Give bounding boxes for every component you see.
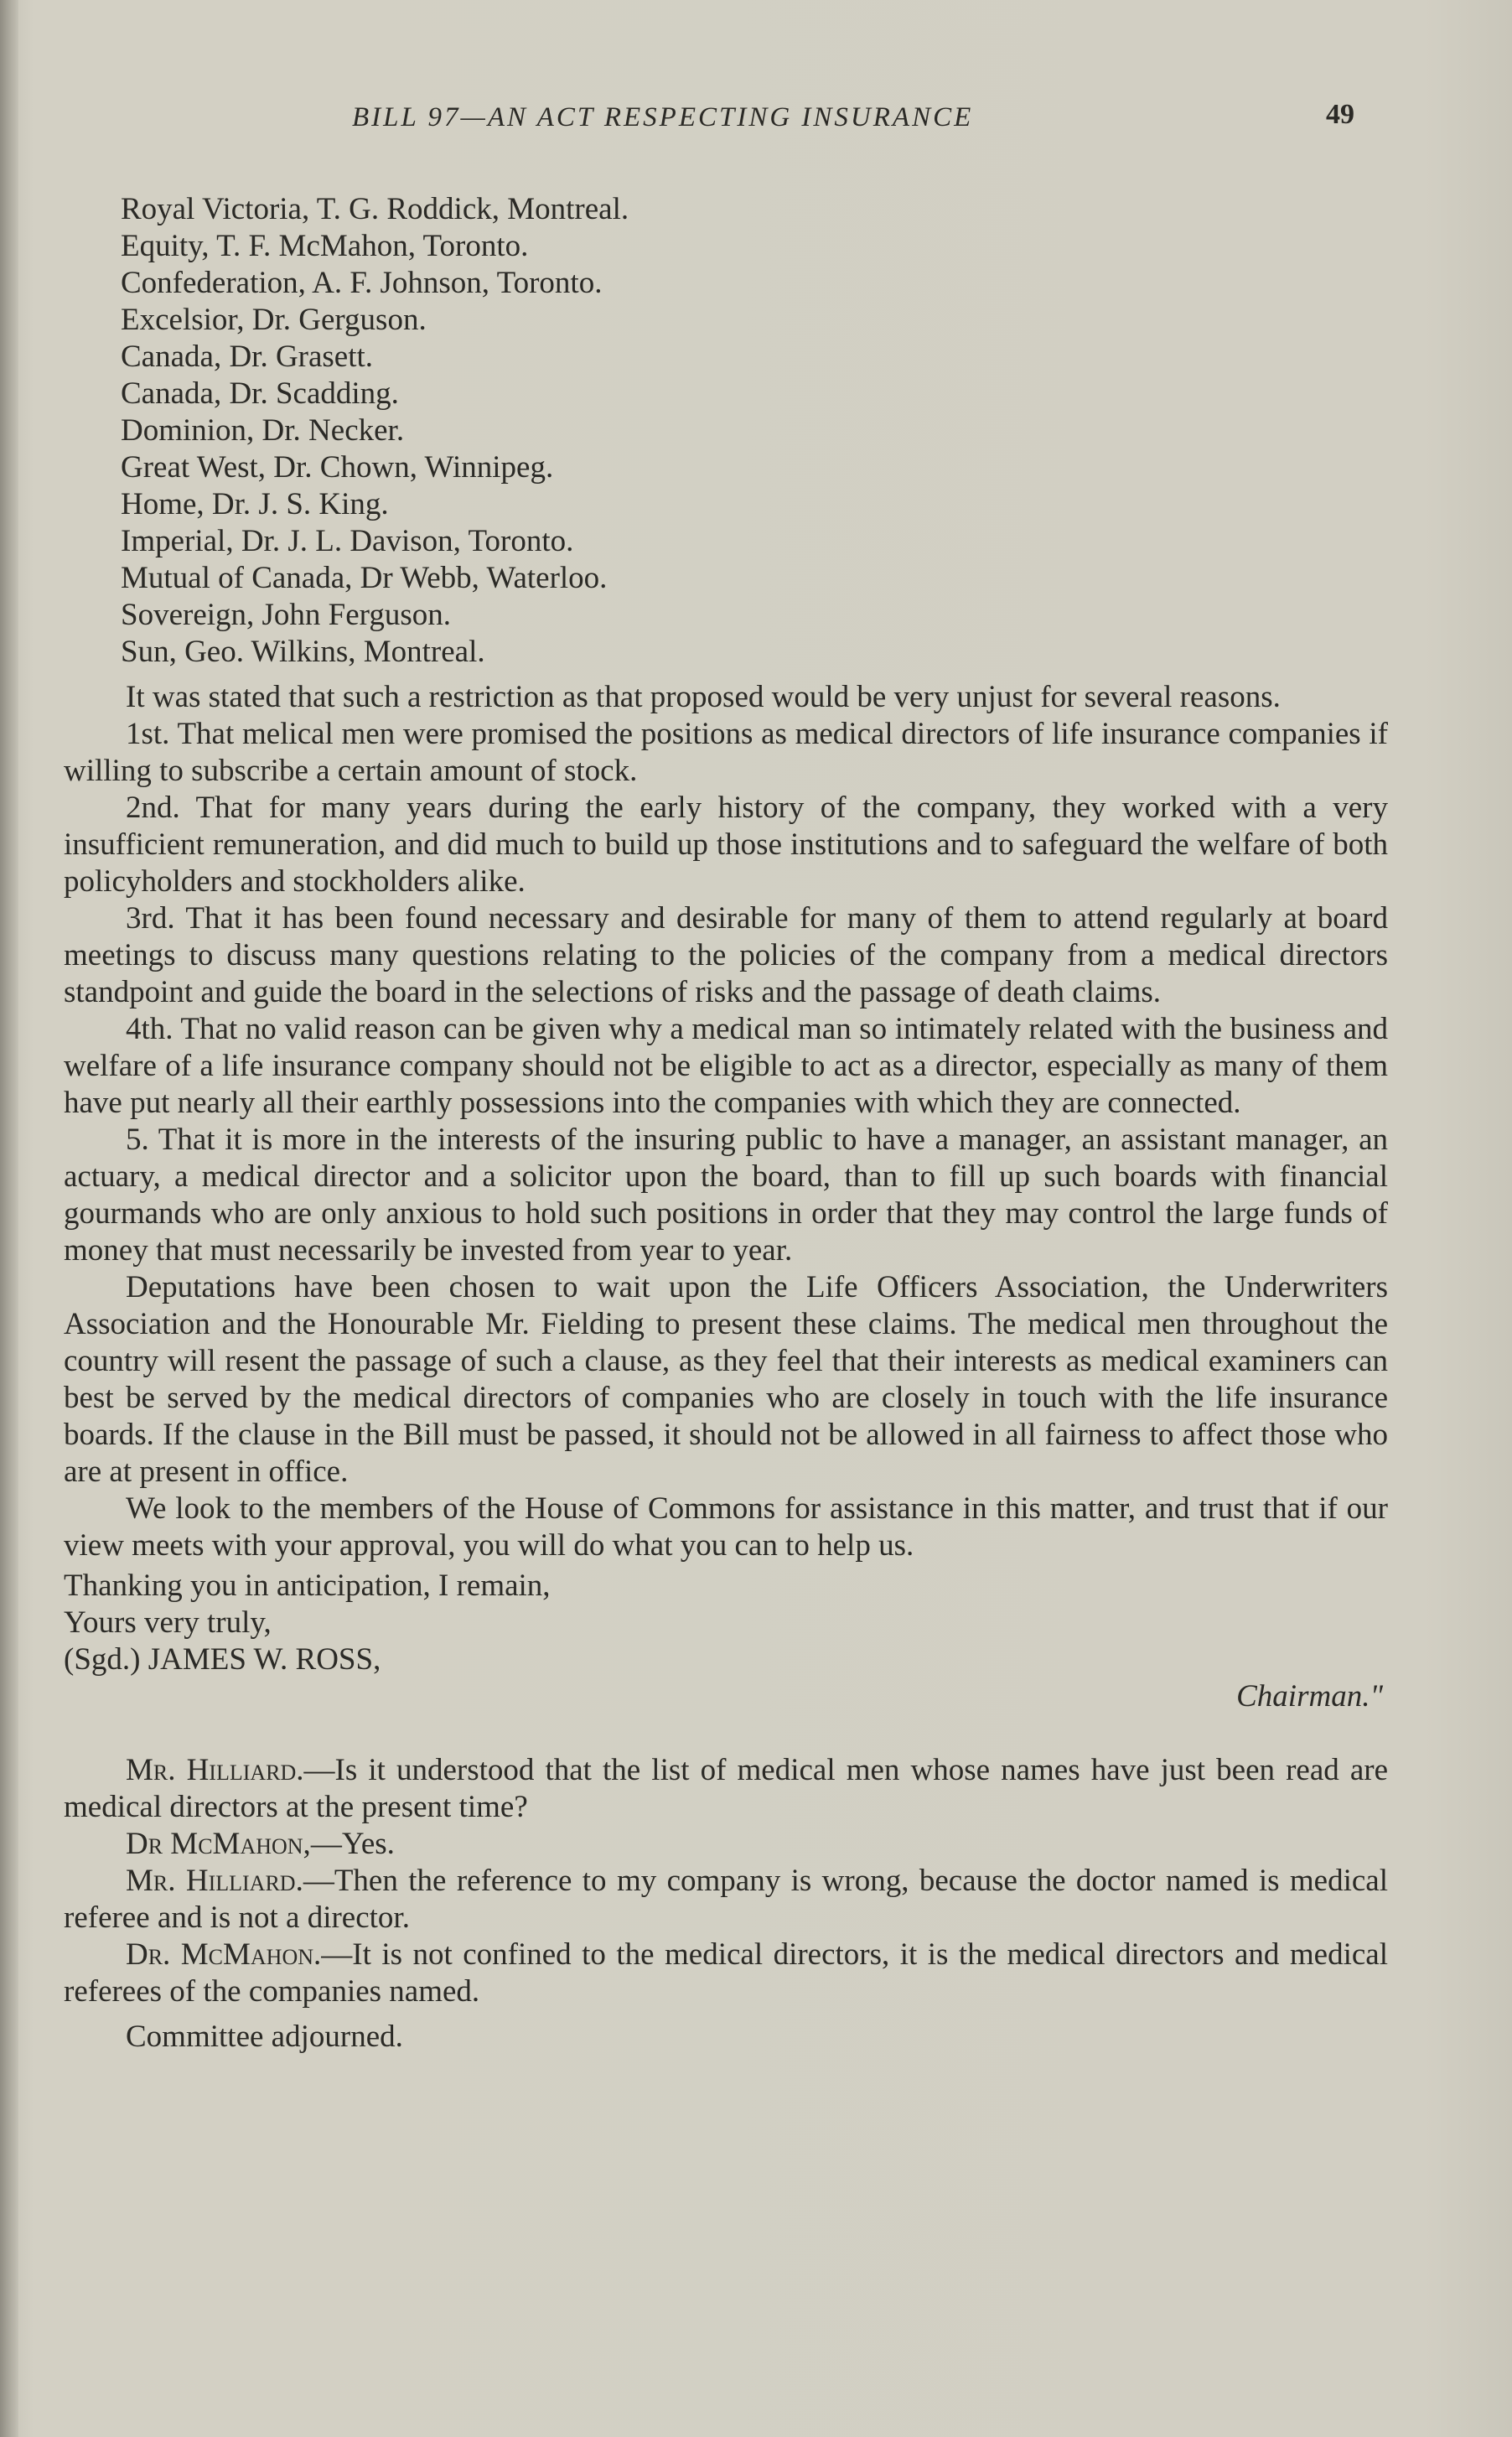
list-item: Mutual of Canada, Dr Webb, Waterloo. — [121, 561, 608, 595]
list-item: Sun, Geo. Wilkins, Montreal. — [121, 635, 485, 669]
list-item: Sovereign, John Ferguson. — [121, 598, 451, 632]
list-item: Home, Dr. J. S. King. — [121, 487, 389, 521]
list-item: Canada, Dr. Grasett. — [121, 340, 374, 374]
exchange-line — [64, 1752, 1388, 1826]
exchange-line — [64, 1826, 1388, 1863]
signature: (Sgd.) JAMES W. ROSS, — [64, 1642, 381, 1677]
signature-title: Chairman." — [1236, 1679, 1383, 1714]
paragraph-reason-3: 3rd. That it has been found necessary and desirable for many of them to attend regularly at board meetings to discuss many questions relating to the policies of the company from a medical directors standpoint and guide the board in the selections of risks and the passage of death claims. — [64, 901, 1388, 1009]
list-item: Dominion, Dr. Necker. — [121, 413, 405, 448]
paragraph-reason-2: 2nd. That for many years during the early history of the company, they worked with a very insufficient remuneration, and did much to build up those institutions and to safeguard the welfare of both policyholders and stockholders alike. — [64, 791, 1388, 899]
speaker-name: Dr McMahon, — [126, 1827, 311, 1861]
list-item: Great West, Dr. Chown, Winnipeg. — [121, 450, 554, 485]
paragraph-reason-5: 5. That it is more in the interests of the insuring public to have a manager, an assistant manager, an actuary, a medical director and a solicitor upon the board, than to fill up such boards with financial gourmands who are only anxious to hold such positions in order that they may control the large funds of money that must necessarily be invested from year to year. — [64, 1123, 1388, 1268]
list-item: Royal Victoria, T. G. Roddick, Montreal. — [121, 192, 629, 226]
paragraph-reason-1: 1st. That melical men were promised the positions as medical directors of life insurance companies if willing to subscribe a certain amount of stock. — [64, 717, 1388, 788]
list-item: Imperial, Dr. J. L. Davison, Toronto. — [121, 524, 574, 558]
speaker-text: —Is it understood that the list of medical men whose names have just been read are medical directors at the present time? — [64, 1753, 1388, 1824]
exchange-line — [64, 1863, 1388, 1937]
speaker-name: Mr. Hilliard. — [126, 1753, 304, 1787]
list-item: Canada, Dr. Scadding. — [121, 376, 399, 411]
book-spine-shadow — [0, 0, 18, 2437]
closing-yours: Yours very truly, — [64, 1605, 272, 1640]
speaker-text: —Yes. — [310, 1827, 395, 1861]
list-item: Confederation, A. F. Johnson, Toronto. — [121, 266, 603, 300]
speaker-text: —Then the reference to my company is wrong, because the doctor named is medical referee and is not a director. — [64, 1864, 1388, 1935]
speaker-text: —It is not confined to the medical directors, it is the medical directors and medical referees of the companies named. — [64, 1937, 1388, 2009]
paragraph-deputations: Deputations have been chosen to wait upon the Life Officers Association, the Underwriters Association and the Honourable Mr. Fielding to present these claims. The medical men throughout the country will resent the passage of such a clause, as they feel that their interests as medical examiners can best be served by the medical directors of companies who are closely in touch with the life insurance boards. If the clause in the Bill must be passed, it should not be allowed in all fairness to affect those who are at present in office. — [64, 1270, 1388, 1489]
list-item: Equity, T. F. McMahon, Toronto. — [121, 229, 529, 263]
speaker-name: Mr. Hilliard. — [126, 1864, 303, 1898]
list-item: Excelsior, Dr. Gerguson. — [121, 303, 427, 337]
medical-directors-list — [121, 191, 1388, 671]
paragraph-intro: It was stated that such a restriction as that proposed would be very unjust for several reasons. — [126, 680, 1281, 714]
closing-thanks: Thanking you in anticipation, I remain, — [64, 1568, 551, 1603]
page-header — [0, 99, 1512, 149]
page-number: 49 — [1326, 99, 1354, 130]
adjourned-note: Committee adjourned. — [126, 2020, 403, 2054]
exchange-line — [64, 1937, 1388, 2010]
speaker-name: Dr. McMahon. — [126, 1937, 322, 1972]
body-text — [64, 191, 1388, 2056]
paragraph-appeal: We look to the members of the House of Commons for assistance in this matter, and trust that if our view meets with your approval, you will do what you can to help us. — [64, 1491, 1388, 1563]
running-head: BILL 97—AN ACT RESPECTING INSURANCE — [352, 102, 974, 132]
paragraph-reason-4: 4th. That no valid reason can be given why a medical man so intimately related with the business and welfare of a life insurance company should not be eligible to act as a director, especially as many of them have put nearly all their earthly possessions into the companies with which they are connected. — [64, 1012, 1388, 1120]
